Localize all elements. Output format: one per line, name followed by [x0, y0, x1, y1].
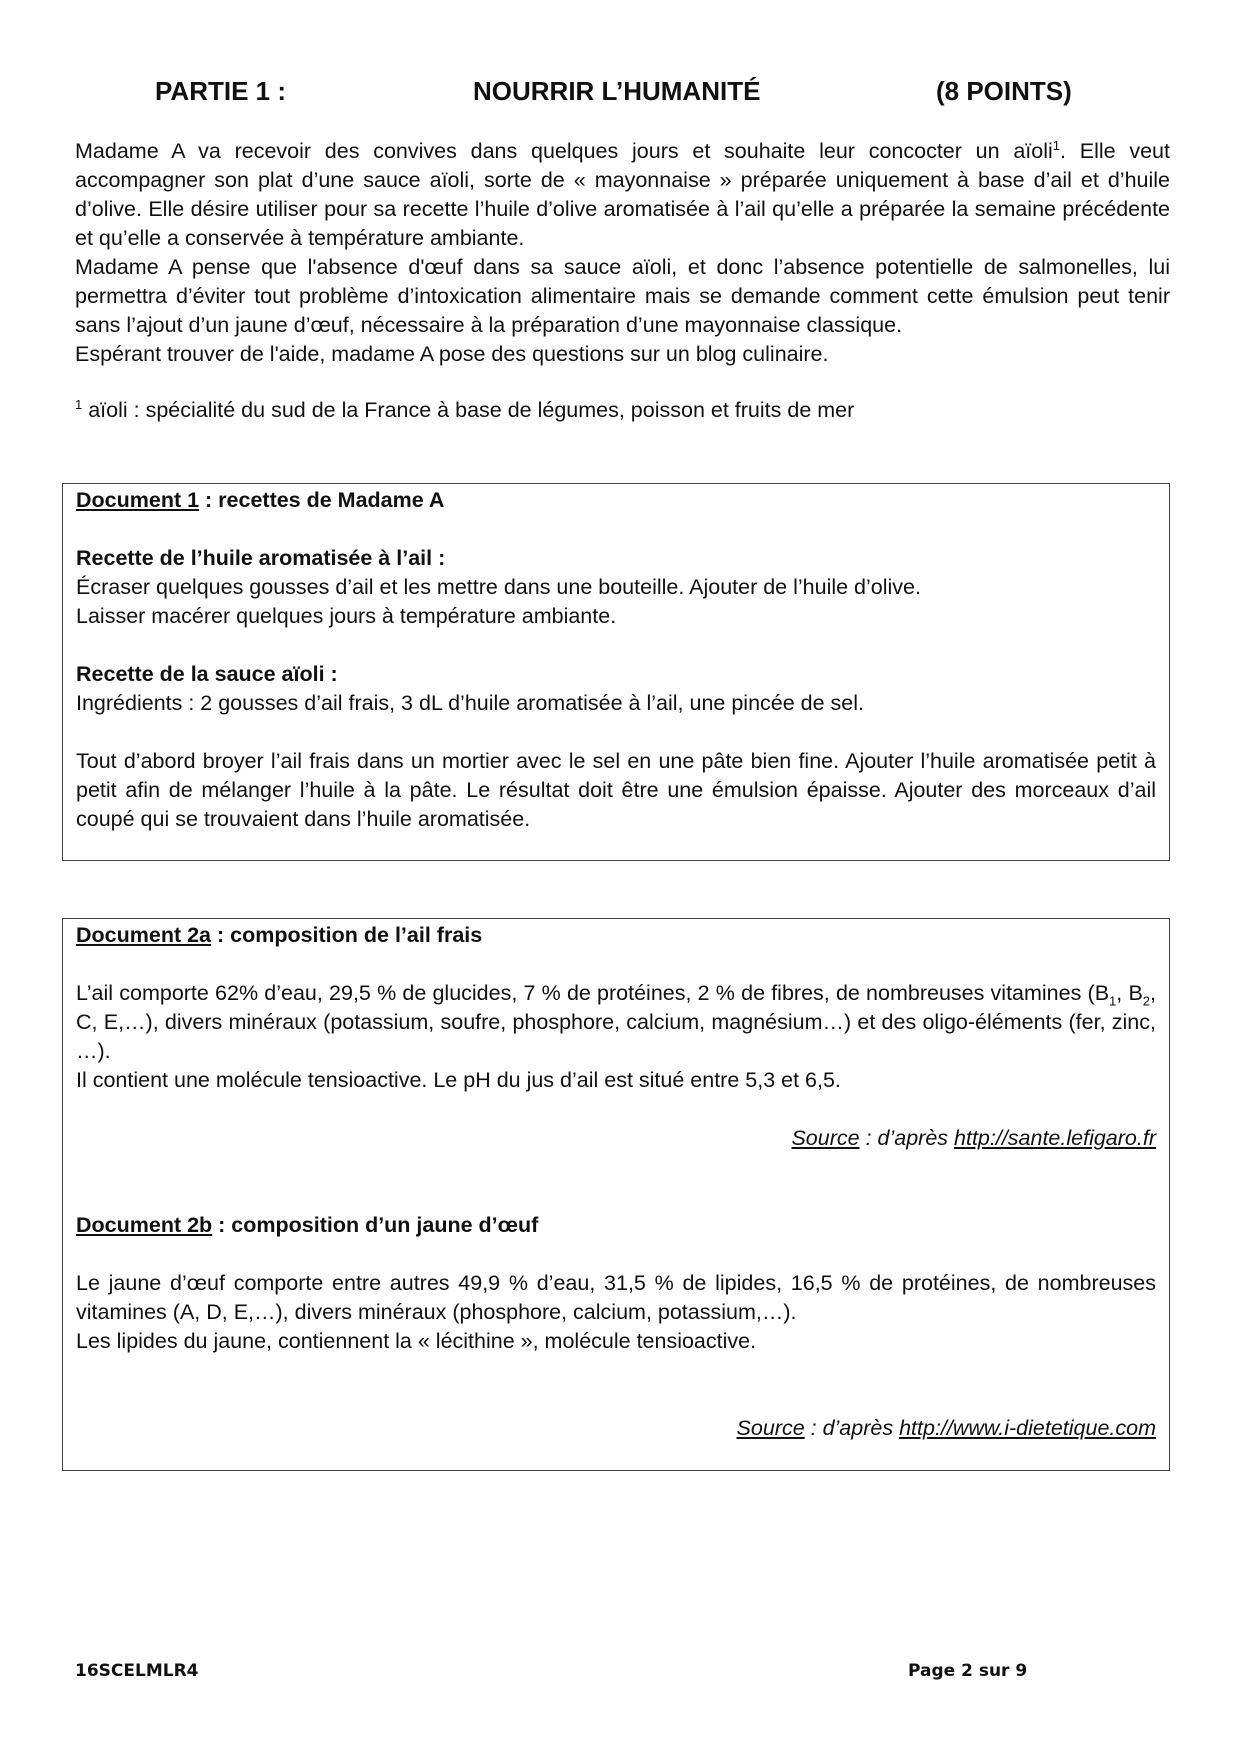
intro-paragraph-3: Espérant trouver de l'aide, madame A pose des questions sur un blog culinaire.: [75, 342, 829, 366]
page-number: Page 2 sur 9: [908, 1661, 1028, 1681]
document-1-heading: Document 1 : recettes de Madame A: [76, 488, 445, 512]
document-2a-heading: Document 2a : composition de l’ail frais: [76, 923, 483, 947]
footnote-marker: 1: [1052, 137, 1061, 153]
oil-recipe-line-2: Laisser macérer quelques jours à température ambiante.: [76, 604, 617, 628]
intro-paragraph-1: Madame A va recevoir des convives dans quelques jours et souhaite leur concocter un aïoli$^1$. Elle veut accompagner son plat d’une sauce aïoli, sorte de « mayonnaise » préparée uniquement à base d’ail et d’huile d’olive. Elle désire utiliser pour sa recette l’huile d’olive aromatisée à l’ail qu’elle a préparée la semaine précédente et qu’elle a conservée à température ambiante.: [75, 137, 1170, 250]
source-link[interactable]: http://www.i-dietetique.com: [899, 1416, 1156, 1440]
document-2b-heading: Document 2b : composition d’un jaune d’œuf: [76, 1213, 539, 1237]
intro-paragraph-2: Madame A pense que l'absence d'œuf dans sa sauce aïoli, et donc l’absence potentielle de salmonelles, lui permettra d’éviter tout problème d’intoxication alimentaire mais se demande comment cette émulsion peut tenir sans l’ajout d’un jaune d’œuf, nécessaire à la préparation d’une mayonnaise classique.: [75, 255, 1170, 337]
intro-section: [75, 137, 1170, 425]
oil-recipe-line-1: Écraser quelques gousses d’ail et les mettre dans une bouteille. Ajouter de l’huile d’olive.: [76, 575, 921, 599]
document-1-box: [62, 483, 1170, 861]
document-2b-source: Source : d’après http://www.i-dietetique.com: [736, 1416, 1156, 1440]
sauce-steps: Tout d’abord broyer l’ail frais dans un mortier avec le sel en une pâte bien fine. Ajouter l’huile aromatisée petit à petit afin de mélanger l’huile à la pâte. Le résultat doit être une émulsion épaisse. Ajouter des morceaux d’ail coupé qui se trouvaient dans l’huile aromatisée.: [76, 749, 1156, 831]
part-label: PARTIE 1 :: [155, 76, 286, 106]
document-2a-text: L’ail comporte 62% d’eau, 29,5 % de glucides, 7 % de protéines, 2 % de fibres, de nombreuses vitamines ($B_1$, $B_2$, C, E,…), divers minéraux (potassium, soufre, phosphore, calcium, magnésium…) et des oligo-éléments (fer, zinc, …).: [76, 981, 1156, 1063]
exam-code: 16SCELMLR4: [75, 1661, 199, 1681]
document-2b-text-2: Les lipides du jaune, contiennent la « lécithine », molécule tensioactive.: [76, 1329, 757, 1353]
sauce-ingredients: Ingrédients : 2 gousses d’ail frais, 3 dL d’huile aromatisée à l’ail, une pincée de sel.: [76, 691, 865, 715]
source-link[interactable]: http://sante.lefigaro.fr: [954, 1126, 1156, 1150]
oil-recipe-heading: Recette de l’huile aromatisée à l’ail :: [76, 546, 446, 570]
document-2-box: [62, 918, 1170, 1471]
document-2a-source: Source : d’après http://sante.lefigaro.fr: [791, 1126, 1156, 1150]
sauce-recipe-heading: Recette de la sauce aïoli :: [76, 662, 338, 686]
footnote: $^1$ aïoli : spécialité du sud de la France à base de légumes, poisson et fruits de mer: [75, 396, 855, 422]
points-label: (8 POINTS): [936, 76, 1072, 106]
page-title: NOURRIR L’HUMANITÉ: [473, 76, 761, 106]
document-2b-text: Le jaune d’œuf comporte entre autres 49,9 % d’eau, 31,5 % de lipides, 16,5 % de protéines, de nombreuses vitamines (A, D, E,…), divers minéraux (phosphore, calcium, potassium,…).: [76, 1271, 1156, 1324]
document-2a-text-2: Il contient une molécule tensioactive. Le pH du jus d’ail est situé entre 5,3 et 6,5.: [76, 1068, 841, 1092]
